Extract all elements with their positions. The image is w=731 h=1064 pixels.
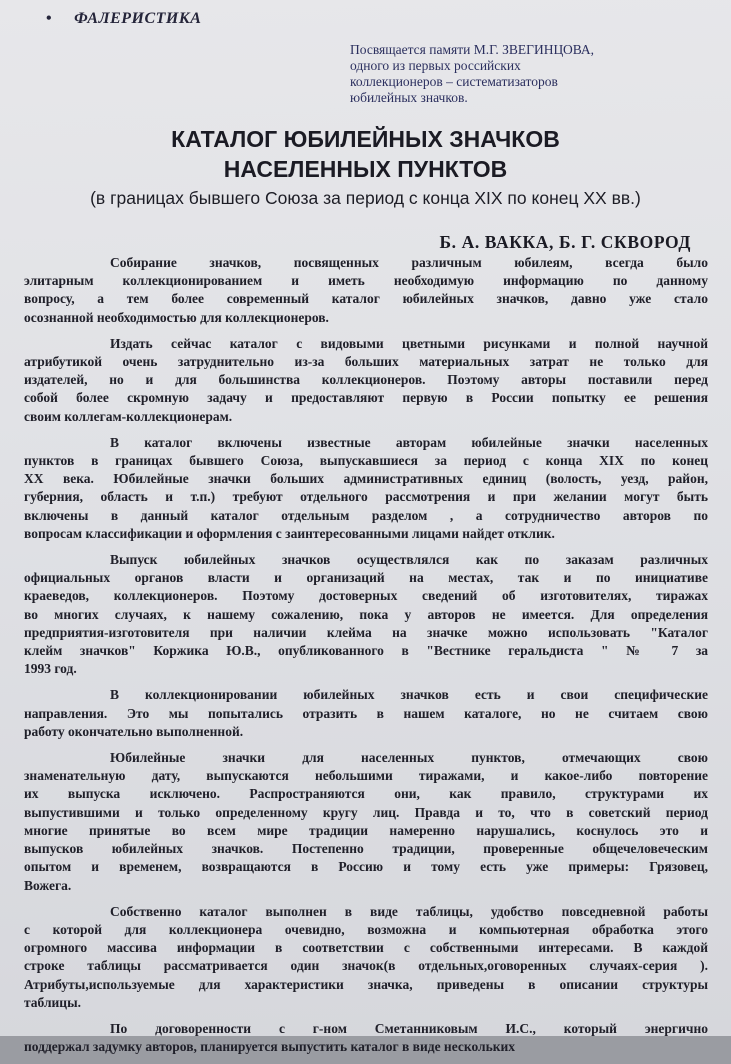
- paragraph-line: официальных органов власти и организаций на местах, так и по инициативе: [24, 570, 708, 586]
- paragraph-line: краеведов, коллекционеров. Поэтому достоверных сведений об изготовителях, тиражах: [24, 588, 708, 604]
- paragraph: [24, 749, 708, 895]
- paragraph-line: осознанной необходимостью для коллекционеров.: [24, 309, 329, 325]
- title-line: КАТАЛОГ ЮБИЛЕЙНЫХ ЗНАЧКОВ: [171, 126, 560, 152]
- paragraph: [24, 686, 708, 741]
- paragraph-line: направления. Это мы попытались отразить в нашем каталоге, но не считаем свою: [24, 705, 708, 721]
- paragraph-line: Издать сейчас каталог с видовыми цветными рисунками и полной научной: [110, 335, 708, 351]
- dedication: [350, 42, 690, 106]
- paragraph-line: клейм значков" Коржика Ю.В., опубликованного в "Вестнике геральдиста " № 7 за: [24, 643, 708, 659]
- paragraph-line: собой более скромную задачу и предоставляют первую в России попытку ее решения: [24, 390, 708, 406]
- section-rubric: [46, 10, 201, 28]
- paragraph-line: В коллекционировании юбилейных значков есть и свои специфические: [110, 687, 708, 703]
- paragraph-line: 1993 год.: [24, 661, 77, 677]
- rubric-label: ФАЛЕРИСТИКА: [74, 10, 202, 27]
- dedication-line: юбилейных значков.: [350, 90, 468, 105]
- paragraph: [24, 335, 708, 426]
- page-title: [0, 124, 731, 184]
- paragraph-line: Выпуск юбилейных значков осуществлялся как по заказам различных: [110, 552, 708, 568]
- paragraph-line: элитарным коллекционированием и иметь необходимую информацию по данному: [24, 273, 708, 289]
- paragraph-line: опытом и временем, возвращаются в Россию и тому есть уже примеры: Грязовец,: [24, 859, 708, 875]
- paragraph-line: предприятия-изготовителя при наличии клейма на значке можно использовать "Каталог: [24, 624, 708, 640]
- paragraph-line: Собирание значков, посвященных различным юбилеям, всегда было: [110, 255, 708, 270]
- paragraph-line: Атрибуты,используемые для характеристики значка, приведены в описании структуры: [24, 976, 708, 992]
- paragraph: [24, 903, 708, 1012]
- title-line: НАСЕЛЕННЫХ ПУНКТОВ: [223, 156, 508, 182]
- paragraph-line: своим коллегам-коллекционерам.: [24, 408, 233, 424]
- paragraph: [24, 254, 708, 327]
- dedication-line: коллекционеров – систематизаторов: [350, 74, 558, 89]
- subtitle: (в границах бывшего Союза за период с конца XIX по конец XX вв.): [90, 188, 641, 208]
- paragraph-line: с которой для коллекционера очевидно, возможна и компьютерная обработка этого: [24, 921, 708, 937]
- dedication-line: одного из первых российских: [350, 58, 521, 73]
- paragraph-line: В каталог включены известные авторам юбилейные значки населенных: [110, 434, 708, 450]
- dedication-line: Посвящается памяти М.Г. ЗВЕГИНЦОВА,: [350, 42, 595, 57]
- paragraph-line: Юбилейные значки для населенных пунктов, отмечающих свою: [110, 750, 708, 766]
- paragraph-line: вопросам классификации и оформления с заинтересованными лицами найдет отклик.: [24, 525, 555, 541]
- article-body: [24, 254, 708, 1064]
- paragraph-line: строке таблицы рассматривается один значок(в отдельных,оговоренных случаях-серия ).: [24, 958, 708, 974]
- paragraph-line: XX века. Юбилейные значки больших административных единиц (волость, уезд, район,: [24, 471, 708, 487]
- paragraph-line: Вожега.: [24, 877, 72, 893]
- paragraph-line: во многих случаях, к нашему сожалению, пока у авторов не имеется. Для определения: [24, 606, 708, 622]
- paragraph: [24, 1020, 708, 1056]
- bullet-icon: •: [46, 10, 53, 27]
- authors: Б. А. ВАККА, Б. Г. СКВОРОД: [439, 232, 691, 252]
- paragraph-line: включены в данный каталог отдельным разделом , а сотрудничество авторов по: [24, 507, 708, 523]
- paragraph-line: вопросу, а тем более современный каталог юбилейных значков, давно уже стало: [24, 291, 708, 307]
- paragraph-line: их выпуска исключено. Распространяются они, как правило, структурами их: [24, 786, 708, 802]
- paragraph-line: выпусков юбилейных значков. Постепенно традиции, проверенные общечеловеческим: [24, 841, 708, 857]
- paragraph: [24, 551, 708, 678]
- paragraph-line: таблицы.: [24, 994, 82, 1010]
- paragraph-line: работу окончательно выполненной.: [24, 723, 244, 739]
- paragraph-line: По договоренности с г-ном Сметанниковым И.С., который энергично: [110, 1020, 708, 1036]
- paragraph-line: поддержал задумку авторов, планируется выпустить каталог в виде нескольких: [24, 1039, 516, 1055]
- paragraph: [24, 434, 708, 543]
- paragraph-line: Собственно каталог выполнен в виде таблицы, удобство повседневной работы: [110, 903, 708, 919]
- paragraph-line: огромного массива информации в соответствии с собственными интересами. В каждой: [24, 940, 708, 956]
- paragraph-line: знаменательную дату, выпускаются небольшими тиражами, и какое-либо повторение: [24, 768, 708, 784]
- paragraph-line: выпустившими и только определенному кругу лиц. Правда и то, что в советский период: [24, 804, 708, 820]
- paragraph-line: губерния, область и т.п.) требуют отдельного рассмотрения и при желании могут быть: [24, 489, 708, 505]
- paragraph-line: атрибутикой очень затруднительно из-за больших материальных затрат не только для: [24, 354, 708, 370]
- paragraph-line: пунктов в границах бывшего Союза, выпускавшиеся за период с конца XIX по конец: [24, 453, 708, 469]
- paragraph-line: многие принятые во всем мире традиции намеренно нарушались, коснулось это и: [24, 822, 708, 838]
- paragraph-line: издателей, но и для большинства коллекционеров. Поэтому авторы поставили перед: [24, 372, 708, 388]
